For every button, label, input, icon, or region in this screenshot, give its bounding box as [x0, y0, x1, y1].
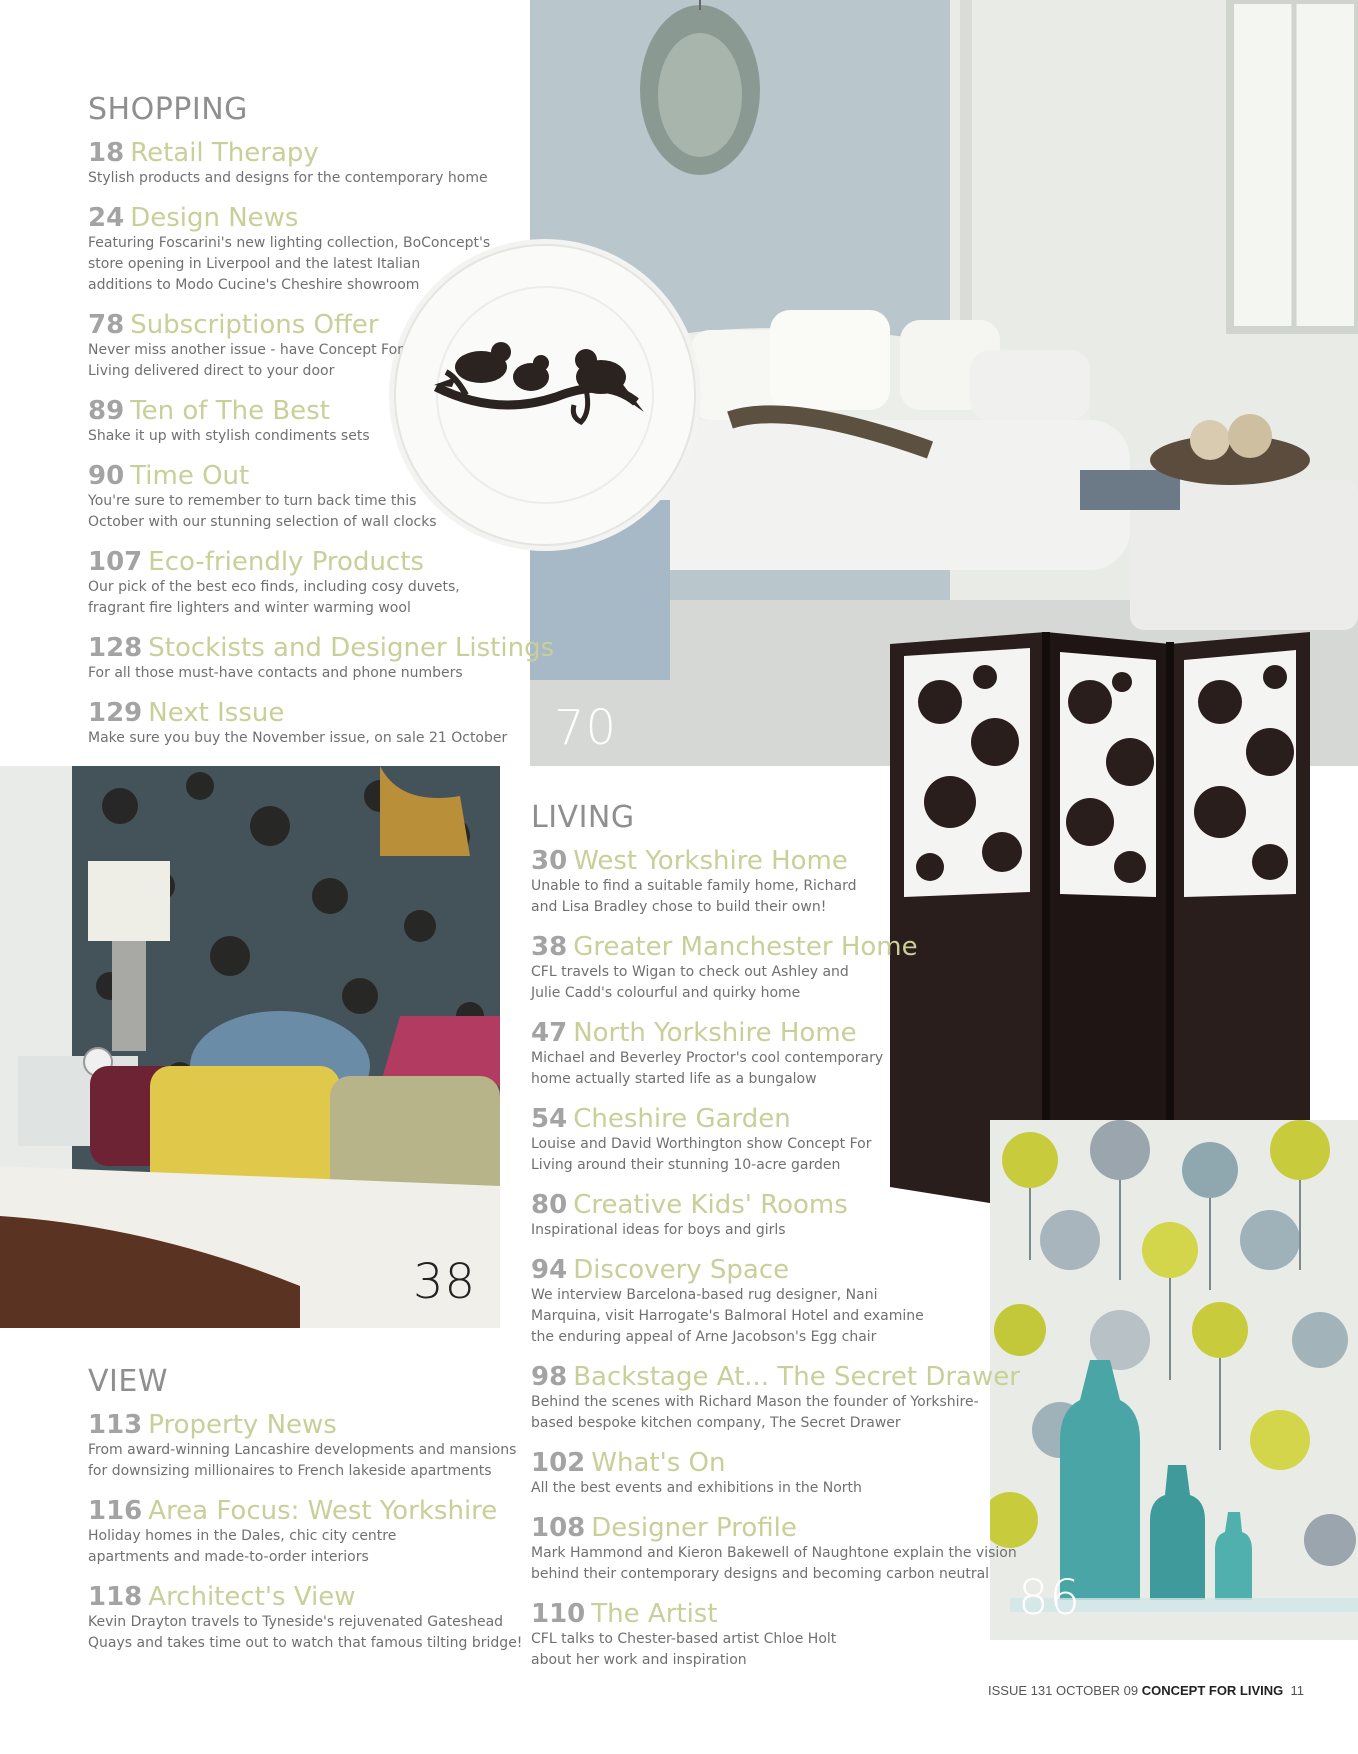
contents-entry[interactable] [88, 396, 554, 447]
page-number: 54 [531, 1104, 568, 1134]
article-title: Architect's View [148, 1582, 356, 1612]
entry-title [88, 203, 554, 233]
article-description: Featuring Foscarini's new lighting collection, BoConcept's store opening in Liverpool and the latest Italian additions to Modo Cucine's Cheshire showroom [88, 235, 491, 293]
entry-title [88, 1582, 522, 1612]
entry-title [88, 1496, 522, 1526]
entry-title [531, 1599, 1020, 1629]
page-number: 94 [531, 1255, 568, 1285]
shopping-heading: SHOPPING [88, 92, 248, 127]
article-title: What's On [591, 1448, 726, 1478]
page-number: 47 [531, 1018, 568, 1048]
article-description: Inspirational ideas for boys and girls [531, 1222, 786, 1238]
entry-title [531, 932, 1020, 962]
contents-entry[interactable] [531, 1362, 1020, 1434]
article-title: North Yorkshire Home [573, 1018, 857, 1048]
page-number: 89 [88, 396, 125, 426]
bedroom-page-number: 38 [413, 1254, 477, 1310]
article-title: Time Out [130, 461, 250, 491]
page-number: 108 [531, 1513, 586, 1543]
contents-entry[interactable] [88, 1496, 522, 1568]
article-description: Mark Hammond and Kieron Bakewell of Naughtone explain the vision behind their contemporary designs and becoming carbon neutral [531, 1545, 1017, 1582]
article-description: Behind the scenes with Richard Mason the founder of Yorkshire- based bespoke kitchen company, The Secret Drawer [531, 1394, 979, 1431]
wallpaper-page-number: 86 [1018, 1570, 1082, 1626]
entry-title [531, 1255, 1020, 1285]
contents-entry[interactable] [88, 1410, 522, 1482]
article-description: You're sure to remember to turn back time this October with our stunning selection of wall clocks [88, 493, 437, 530]
contents-entry[interactable] [88, 138, 554, 189]
article-title: Greater Manchester Home [573, 932, 918, 962]
page-number: 129 [88, 698, 143, 728]
contents-entry[interactable] [531, 1599, 1020, 1671]
entry-title [88, 698, 554, 728]
page-number: 80 [531, 1190, 568, 1220]
article-title: Discovery Space [573, 1255, 790, 1285]
entry-title [88, 461, 554, 491]
page-number: 102 [531, 1448, 586, 1478]
page-number: 118 [88, 1582, 143, 1612]
contents-entry[interactable] [531, 1513, 1020, 1585]
page-number: 18 [88, 138, 125, 168]
living-heading: LIVING [531, 800, 635, 835]
article-title: Next Issue [148, 698, 285, 728]
article-title: Designer Profile [591, 1513, 797, 1543]
issue-number: ISSUE 131 [988, 1683, 1053, 1698]
article-description: Holiday homes in the Dales, chic city centre apartments and made-to-order interiors [88, 1528, 397, 1565]
contents-entry[interactable] [531, 1018, 1020, 1090]
article-title: Area Focus: West Yorkshire [148, 1496, 498, 1526]
page-number: 90 [88, 461, 125, 491]
article-title: Stockists and Designer Listings [148, 633, 555, 663]
page-number: 98 [531, 1362, 568, 1392]
page-number: 110 [531, 1599, 586, 1629]
article-description: From award-winning Lancashire developments and mansions for downsizing millionaires to French lakeside apartments [88, 1442, 517, 1479]
bedroom-photo [0, 766, 500, 1328]
article-description: Our pick of the best eco finds, including cosy duvets, fragrant fire lighters and winter warming wool [88, 579, 460, 616]
page-number: 38 [531, 932, 568, 962]
article-description: Never miss another issue - have Concept For Living delivered direct to your door [88, 342, 403, 379]
entry-title [531, 1104, 1020, 1134]
article-title: The Artist [591, 1599, 718, 1629]
page-number: 24 [88, 203, 125, 233]
article-description: Michael and Beverley Proctor's cool contemporary home actually started life as a bungalow [531, 1050, 884, 1087]
entry-title [531, 1190, 1020, 1220]
contents-entry[interactable] [531, 1104, 1020, 1176]
article-description: CFL travels to Wigan to check out Ashley and Julie Cadd's colourful and quirky home [531, 964, 849, 1001]
page-number: 128 [88, 633, 143, 663]
page-footer [988, 1683, 1304, 1698]
entry-title [88, 138, 554, 168]
contents-entry[interactable] [88, 1582, 522, 1654]
entry-title [531, 1362, 1020, 1392]
article-description: Louise and David Worthington show Concept For Living around their stunning 10-acre garden [531, 1136, 872, 1173]
contents-entry[interactable] [531, 1448, 1020, 1499]
article-title: Cheshire Garden [573, 1104, 791, 1134]
article-description: Unable to find a suitable family home, Richard and Lisa Bradley chose to build their own! [531, 878, 857, 915]
contents-entry[interactable] [531, 846, 1020, 918]
article-title: Eco-friendly Products [148, 547, 424, 577]
contents-entry[interactable] [88, 461, 554, 533]
contents-entry[interactable] [88, 698, 554, 749]
page-number: 116 [88, 1496, 143, 1526]
living-room-page-number: 70 [554, 700, 618, 756]
entry-title [531, 1018, 1020, 1048]
article-description: We interview Barcelona-based rug designer, Nani Marquina, visit Harrogate's Balmoral Hotel and examine the enduring appeal of Arne Jacobson's Egg chair [531, 1287, 924, 1345]
article-title: Design News [130, 203, 299, 233]
entry-title [88, 396, 554, 426]
view-heading: VIEW [88, 1364, 168, 1399]
folio-page-number: 11 [1290, 1683, 1304, 1698]
wallpaper-photo [990, 1120, 1358, 1640]
article-title: Creative Kids' Rooms [573, 1190, 848, 1220]
article-title: Subscriptions Offer [130, 310, 379, 340]
living-list [531, 846, 1020, 1685]
entry-title [88, 310, 554, 340]
entry-title [531, 1513, 1020, 1543]
article-title: Ten of The Best [130, 396, 330, 426]
page-number: 107 [88, 547, 143, 577]
contents-entry[interactable] [88, 310, 554, 382]
article-title: Retail Therapy [130, 138, 319, 168]
entry-title [88, 633, 554, 663]
page-number: 113 [88, 1410, 143, 1440]
entry-title [531, 846, 1020, 876]
article-description: Shake it up with stylish condiments sets [88, 428, 370, 444]
page-number: 78 [88, 310, 125, 340]
contents-entry[interactable] [531, 1190, 1020, 1241]
page-number: 30 [531, 846, 568, 876]
contents-entry[interactable] [88, 633, 554, 684]
contents-entry[interactable] [88, 203, 554, 296]
article-title: Property News [148, 1410, 337, 1440]
article-description: Make sure you buy the November issue, on sale 21 October [88, 730, 508, 746]
article-description: For all those must-have contacts and phone numbers [88, 665, 463, 681]
article-description: All the best events and exhibitions in the North [531, 1480, 862, 1496]
magazine-name: CONCEPT FOR LIVING [1141, 1683, 1284, 1698]
issue-date: OCTOBER 09 [1055, 1683, 1139, 1698]
article-title: Backstage At... The Secret Drawer [573, 1362, 1020, 1392]
article-title: West Yorkshire Home [573, 846, 848, 876]
contents-entry[interactable] [88, 547, 554, 619]
view-list [88, 1410, 522, 1668]
contents-entry[interactable] [531, 1255, 1020, 1348]
entry-title [531, 1448, 1020, 1478]
shopping-list [88, 138, 554, 763]
entry-title [88, 1410, 522, 1440]
article-description: Kevin Drayton travels to Tyneside's rejuvenated Gateshead Quays and takes time out to watch that famous tilting bridge! [88, 1614, 523, 1651]
contents-entry[interactable] [531, 932, 1020, 1004]
entry-title [88, 547, 554, 577]
article-description: Stylish products and designs for the contemporary home [88, 170, 488, 186]
article-description: CFL talks to Chester-based artist Chloe Holt about her work and inspiration [531, 1631, 837, 1668]
